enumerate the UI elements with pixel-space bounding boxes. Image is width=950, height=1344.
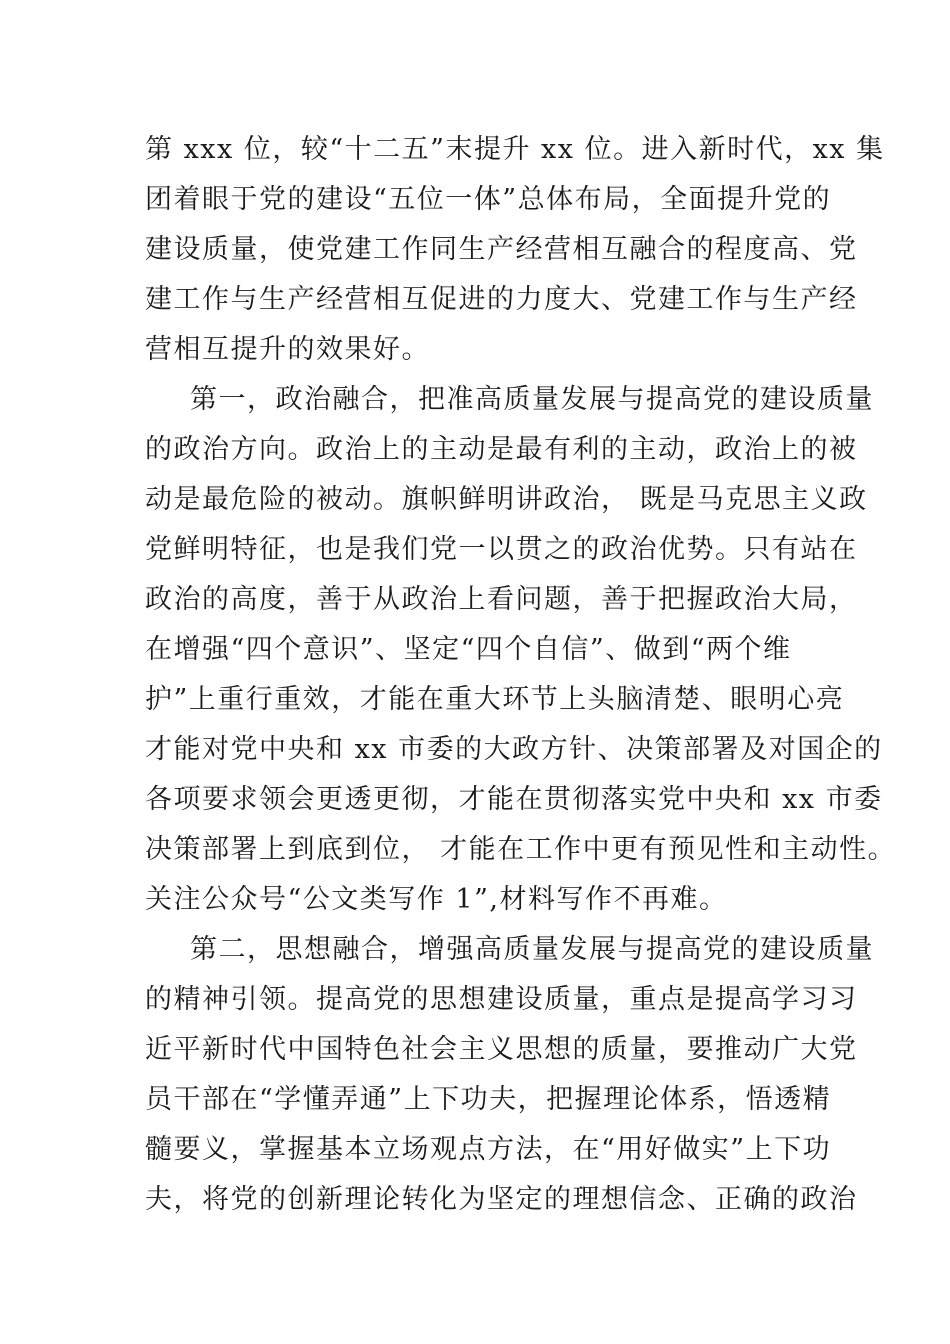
- text-line-20: 员干部在“学懂弄通”上下功夫，把握理论体系，悟透精: [145, 1084, 832, 1115]
- text-line-2: 团着眼于党的建设“五位一体”总体布局，全面提升党的: [145, 184, 832, 215]
- text-line-14: 各项要求领会更透更彻，才能在贯彻落实党中央和 xx 市委: [145, 784, 883, 815]
- text-line-18: 的精神引领。提高党的思想建设质量，重点是提高学习习: [145, 984, 858, 1015]
- text-line-16: 关注公众号“公文类写作 1”,材料写作不再难。: [145, 884, 728, 915]
- text-line-19: 近平新时代中国特色社会主义思想的质量，要推动广大党: [145, 1034, 858, 1065]
- text-line-11: 在增强“四个意识”、坚定“四个自信”、做到“两个维: [145, 634, 792, 665]
- paragraph-1-start: 第一，政治融合，把准高质量发展与提高党的建设质量: [190, 384, 874, 415]
- text-line-4: 建工作与生产经营相互促进的力度大、党建工作与生产经: [145, 284, 858, 315]
- text-line-9: 党鲜明特征，也是我们党一以贯之的政治优势。只有站在: [145, 534, 858, 565]
- paragraph-2-start: 第二，思想融合，增强高质量发展与提高党的建设质量: [190, 934, 874, 965]
- text-line-5: 营相互提升的效果好。: [145, 334, 430, 365]
- text-line-1: 第 xxx 位，较“十二五”末提升 xx 位。进入新时代，xx 集: [145, 134, 885, 165]
- text-line-13: 才能对党中央和 xx 市委的大政方针、决策部署及对国企的: [145, 734, 883, 765]
- text-line-12: 护”上重行重效，才能在重大环节上头脑清楚、眼明心亮: [145, 684, 845, 715]
- text-line-3: 建设质量，使党建工作同生产经营相互融合的程度高、党: [145, 234, 858, 265]
- text-line-22: 夫，将党的创新理论转化为坚定的理想信念、正确的政治: [145, 1184, 858, 1215]
- text-line-10: 政治的高度，善于从政治上看问题，善于把握政治大局，: [145, 584, 858, 615]
- text-line-8: 动是最危险的被动。旗帜鲜明讲政治， 既是马克思主义政: [145, 484, 868, 515]
- text-line-21: 髓要义，掌握基本立场观点方法，在“用好做实”上下功: [145, 1134, 832, 1165]
- text-line-15: 决策部署上到底到位， 才能在工作中更有预见性和主动性。: [145, 834, 897, 865]
- text-line-7: 的政治方向。政治上的主动是最有利的主动，政治上的被: [145, 434, 858, 465]
